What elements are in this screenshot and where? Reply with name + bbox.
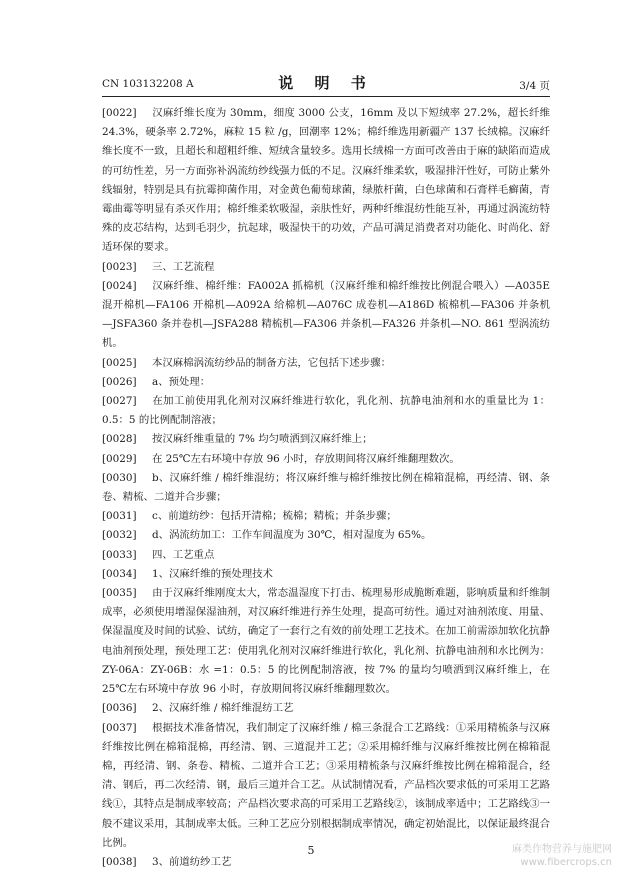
watermark-url: www.fibercrops.cn xyxy=(520,857,612,868)
paragraph-number: [0034] xyxy=(102,567,137,580)
paragraph xyxy=(102,507,550,526)
paragraph-text: 汉麻纤维长度为 30mm，细度 3000 公支，16mm 及以下短绒率 27.2%，超长纤维 24.3%，硬条率 2.72%，麻粒 15 粒 /g，回潮率 12%；棉纤维选用新疆产 137 长绒棉。汉麻纤维长度不一致，且超长和超粗纤维、短绒含量较多。选用长绒棉一方面可改善由于麻的缺陷而造成的可纺性差，另一方面弥补涡流纺纱线强力低的不足。汉麻纤维柔软，吸湿排汗性好，可防止紫外线辐射，特别是具有抗霉抑菌作用，对金黄色葡萄球菌，绿脓杆菌，白色球菌和石膏样毛癣菌，青霉曲霉等明显有杀灭作用；棉纤维柔软吸湿，亲肤性好，两种纤维混纺性能互补，再通过涡流纺特殊的皮芯结构，达到毛羽少，抗起球，吸湿快干的功效，产品可满足消费者对功能化、时尚化、舒适环保的要求。 xyxy=(102,107,550,254)
paragraph xyxy=(102,565,550,584)
paragraph-text: 按汉麻纤维重量的 7% 均匀喷洒到汉麻纤维上； xyxy=(152,433,373,446)
paragraph-text: 由于汉麻纤维刚度太大，常态温湿度下打击、梳理易形成脆断难题，影响质量和纤维制成率，必须使用增湿保湿油剂，对汉麻纤维进行养生处理，提高可纺性。通过对油剂浓度、用量、保湿温度及时间的试验、试纺，确定了一套行之有效的前处理工艺技术。在加工前需添加软化抗静电油剂预处理，预处理工艺：使用乳化剂对汉麻纤维进行软化，乳化剂、抗静电油剂和水比例为：ZY-06A：ZY-06B：水 =1：0.5：5 的比例配制溶液，按 7% 的量均匀喷洒到汉麻纤维上，在 25℃左右环境中存放 96 小时，存放期间将汉麻纤维翻理数次。 xyxy=(102,587,550,696)
watermark xyxy=(512,843,612,869)
paragraph-text: 三、工艺流程 xyxy=(152,260,215,273)
paragraph-text: 2、汉麻纤维 / 棉纤维混纺工艺 xyxy=(152,702,294,715)
paragraph-number: [0029] xyxy=(102,452,137,465)
paragraph xyxy=(102,546,550,565)
paragraph xyxy=(102,373,550,392)
paragraph-number: [0022] xyxy=(102,107,137,119)
paragraph-text: c、前道纺纱：包括开清棉；梳棉；精梳；并条步骤； xyxy=(152,510,397,523)
paragraph-text: b、汉麻纤维 / 棉纤维混纺；将汉麻纤维与棉纤维按比例在棉箱混棉，再经清、钢、条卷、精梳、二道并合步骤； xyxy=(102,471,550,504)
paragraph-number: [0024] xyxy=(102,279,137,292)
paragraph xyxy=(102,469,550,507)
paragraph-text: 在加工前使用乳化剂对汉麻纤维进行软化，乳化剂、抗静电油剂和水的重量比为 1：0.5：5 的比例配制溶液； xyxy=(102,395,550,427)
paragraph-number: [0030] xyxy=(102,471,137,484)
paragraph xyxy=(102,258,550,277)
page-indicator: 3/4 页 xyxy=(519,80,550,92)
paragraph xyxy=(102,699,550,718)
paragraph-text: d、涡流纺加工：工作车间温度为 30℃，相对湿度为 65%。 xyxy=(152,529,432,542)
paragraph-text: a、预处理： xyxy=(152,375,211,388)
paragraph xyxy=(102,277,550,354)
paragraph xyxy=(102,450,550,469)
paragraph-number: [0025] xyxy=(102,356,137,369)
paragraph-text: 3、前道纺纱工艺 xyxy=(152,855,232,868)
document-body xyxy=(102,104,550,872)
paragraph-text: 本汉麻棉涡流纺纱品的制备方法，它包括下述步骤： xyxy=(152,356,391,369)
paragraph-number: [0028] xyxy=(102,433,137,446)
paragraph xyxy=(102,584,550,699)
paragraph-number: [0023] xyxy=(102,260,137,273)
paragraph xyxy=(102,719,550,853)
document-title: 说 明 书 xyxy=(278,74,374,92)
paragraph-number: [0027] xyxy=(102,395,137,408)
paragraph xyxy=(102,430,550,449)
paragraph xyxy=(102,526,550,545)
paragraph-number: [0033] xyxy=(102,548,137,561)
paragraph-text: 1、汉麻纤维的预处理技术 xyxy=(152,567,273,580)
watermark-site-name: 麻类作物营养与施肥网 xyxy=(512,844,612,855)
paragraph-text: 四、工艺重点 xyxy=(152,548,215,561)
paragraph-number: [0036] xyxy=(102,702,137,715)
paragraph-text: 根据技术准备情况，我们制定了汉麻纤维 / 棉三条混合工艺路线：①采用精梳条与汉麻纤维按比例在棉箱混棉，再经清、钢、三道混并工艺；②采用棉纤维与汉麻纤维按比例在棉箱混棉，再经清、钢、条卷、精梳、二道并合工艺；③采用精梳条与汉麻纤维按比例在棉箱混合，经清、钢后，再二次经清、钢，最后三道并合工艺。从试制情况看，产品档次要求低的可采用工艺路线①，其特点是制成率较高；产品档次要求高的可采用工艺路线②，该制成率适中；工艺路线③一般不建议采用，其制成率太低。三种工艺应分别根据制成率情况，确定初始混比，以保证最终混合比例。 xyxy=(102,721,550,849)
paragraph-number: [0037] xyxy=(102,721,137,734)
paragraph-text: 汉麻纤维、棉纤维：FA002A 抓棉机（汉麻纤维和棉纤维按比例混合喂入）—A035E 混开棉机—FA106 开棉机—A092A 给棉机—A076C 成卷机—A186D 梳棉机—FA306 并条机—JSFA360 条并卷机—JSFA288 精梳机—FA306 并条机—FA326 并条机—NO. 861 型涡流纺机。 xyxy=(102,279,550,350)
paragraph xyxy=(102,354,550,373)
paragraph-text: 在 25℃左右环境中存放 96 小时，存放期间将汉麻纤维翻理数次。 xyxy=(152,452,460,465)
paragraph-number: [0038] xyxy=(102,855,137,868)
page-number: 5 xyxy=(307,844,315,857)
paragraph-number: [0031] xyxy=(102,510,137,523)
document-number: CN 103132208 A xyxy=(102,78,194,90)
header-rule xyxy=(102,96,550,97)
page-header xyxy=(102,72,550,96)
paragraph-number: [0032] xyxy=(102,529,137,542)
paragraph-number: [0035] xyxy=(102,587,137,600)
paragraph-number: [0026] xyxy=(102,375,137,388)
paragraph xyxy=(102,104,550,258)
paragraph xyxy=(102,392,550,430)
